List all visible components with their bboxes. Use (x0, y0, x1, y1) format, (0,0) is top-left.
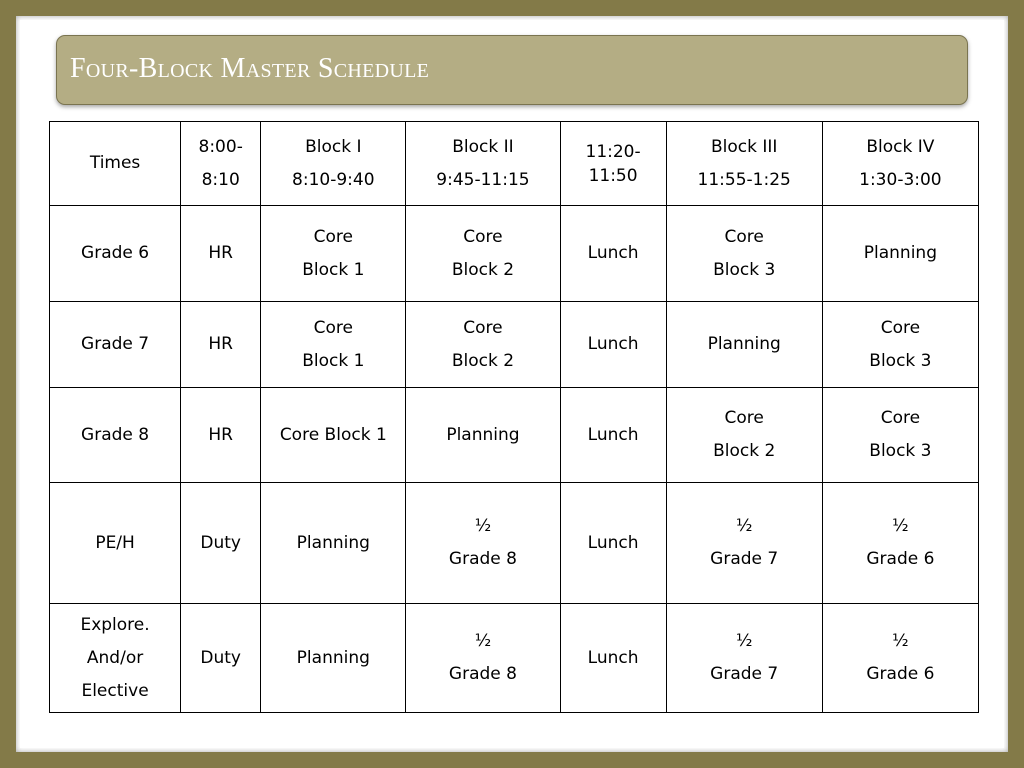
table-cell (181, 206, 261, 302)
cell-text: Block 2 (713, 441, 776, 461)
master-schedule-table (49, 121, 979, 713)
table-cell (666, 206, 822, 302)
cell-text: Grade 7 (710, 549, 779, 569)
table-cell (261, 206, 406, 302)
cell-text: Lunch (587, 424, 639, 445)
table-row (50, 604, 979, 713)
cell-text: Block 3 (869, 350, 932, 371)
cell-text: ½ (474, 516, 492, 536)
table-cell (406, 206, 560, 302)
cell-text: Block 2 (451, 350, 515, 371)
cell-text: Block IV (866, 136, 935, 157)
table-cell (406, 483, 560, 604)
table-cell (560, 206, 666, 302)
header-cell (261, 122, 406, 206)
title-bar (56, 35, 968, 105)
row-label-cell (50, 604, 181, 713)
row-label-cell (50, 302, 181, 388)
table-cell (666, 388, 822, 483)
cell-text: HR (208, 334, 233, 354)
cell-text: Lunch (587, 243, 639, 263)
row-label-cell (50, 388, 181, 483)
table-cell (822, 302, 978, 388)
cell-text: Lunch (587, 334, 639, 354)
table-row (50, 388, 979, 483)
cell-text: 11:20- (585, 141, 641, 162)
table-cell (406, 388, 560, 483)
cell-text: ½ (892, 631, 909, 651)
header-cell (822, 122, 978, 206)
cell-text: 8:10 (201, 169, 240, 190)
cell-text: 9:45-11:15 (436, 169, 530, 190)
header-cell (50, 122, 181, 206)
cell-text: PE/H (95, 532, 135, 553)
cell-text: Elective (81, 680, 149, 701)
cell-text: 8:00- (198, 136, 243, 157)
table-cell (560, 483, 666, 604)
cell-text: Block III (710, 136, 778, 157)
table-cell (261, 604, 406, 713)
header-cell (560, 122, 666, 206)
cell-text: Core (313, 226, 353, 247)
table-cell (822, 604, 978, 713)
cell-text: Grade 8 (81, 424, 150, 445)
cell-text: Core (880, 317, 921, 338)
cell-text: Block I (305, 136, 362, 157)
cell-text: Lunch (587, 532, 639, 553)
table-cell (822, 483, 978, 604)
cell-text: Planning (863, 243, 937, 263)
table-cell (666, 302, 822, 388)
table-row (50, 483, 979, 604)
table-cell (181, 604, 261, 713)
cell-text: And/or (86, 647, 144, 668)
cell-text: 11:55-1:25 (697, 169, 791, 190)
cell-text: Grade 7 (710, 664, 779, 684)
cell-text: ½ (735, 631, 753, 651)
table-cell (560, 604, 666, 713)
table-cell (406, 604, 560, 713)
cell-text: 11:50 (588, 165, 638, 186)
cell-text: Grade 8 (448, 549, 517, 569)
cell-text: Block 1 (302, 350, 365, 371)
header-cell (666, 122, 822, 206)
cell-text: Block 2 (451, 259, 515, 280)
table-cell (181, 388, 261, 483)
row-label-cell (50, 206, 181, 302)
table-cell (261, 302, 406, 388)
cell-text: Duty (200, 647, 241, 668)
page-title: Four-Block Master Schedule (70, 53, 430, 84)
cell-text: Grade 6 (866, 549, 935, 569)
cell-text: Planning (296, 532, 370, 553)
header-cell (181, 122, 261, 206)
cell-text: 8:10-9:40 (292, 169, 375, 190)
table-cell (181, 302, 261, 388)
cell-text: HR (208, 424, 233, 445)
table-cell (560, 302, 666, 388)
cell-text: Grade 6 (866, 664, 935, 684)
table-row (50, 206, 979, 302)
cell-text: Block 3 (713, 259, 776, 280)
header-cell (406, 122, 560, 206)
cell-text: Duty (200, 532, 241, 553)
cell-text: Core (463, 226, 503, 247)
table-row (50, 302, 979, 388)
cell-text: Core (880, 408, 921, 428)
cell-text: ½ (892, 516, 909, 536)
cell-text: Lunch (587, 647, 639, 668)
cell-text: Core (724, 226, 764, 247)
cell-text: Grade 8 (448, 664, 517, 684)
cell-text: Block 1 (302, 259, 365, 280)
header-row (50, 122, 979, 206)
table-cell (666, 483, 822, 604)
cell-text: 1:30-3:00 (859, 169, 942, 190)
cell-text: Explore. (80, 614, 150, 635)
table-cell (406, 302, 560, 388)
cell-text: Grade 6 (81, 243, 150, 263)
table-cell (261, 483, 406, 604)
cell-text: Core Block 1 (279, 424, 387, 445)
table-cell (822, 206, 978, 302)
table-cell (261, 388, 406, 483)
cell-text: Times (89, 153, 141, 173)
cell-text: ½ (474, 631, 492, 651)
cell-text: Grade 7 (81, 334, 150, 354)
cell-text: HR (208, 243, 233, 263)
cell-text: Block II (452, 136, 514, 157)
cell-text: ½ (735, 516, 753, 536)
cell-text: Core (463, 317, 503, 338)
cell-text: Planning (296, 647, 370, 668)
cell-text: Block 3 (869, 441, 932, 461)
table-cell (181, 483, 261, 604)
cell-text: Core (724, 408, 764, 428)
table-cell (666, 604, 822, 713)
cell-text: Planning (707, 334, 781, 354)
row-label-cell (50, 483, 181, 604)
cell-text: Core (313, 317, 353, 338)
table-cell (822, 388, 978, 483)
cell-text: Planning (446, 424, 520, 445)
table-cell (560, 388, 666, 483)
